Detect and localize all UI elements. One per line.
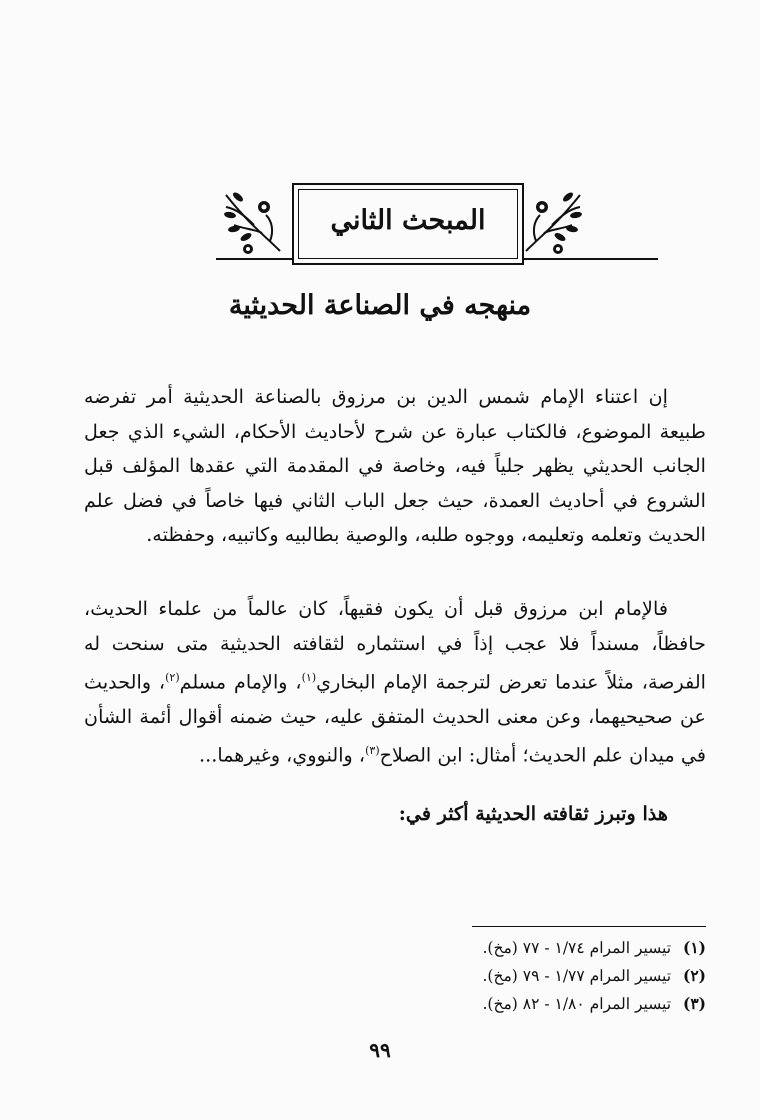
section-label-frame [292,183,524,265]
footnote-1 [300,934,706,962]
footnote-text: تيسير المرام ١/٨٠ - ٨٢ (مخ). [482,995,672,1013]
footnote-3 [300,990,706,1018]
footnote-text: تيسير المرام ١/٧٤ - ٧٧ (مخ). [482,939,672,957]
section-label: المبحث الثاني [330,205,486,236]
paragraph-1 [84,380,706,553]
footnotes [300,934,706,1018]
footnote-ref-1[interactable]: (١) [301,671,317,684]
paragraph-3 [84,797,706,832]
page-title: منهجه في الصناعة الحديثية [228,290,532,321]
paragraph-2 [84,592,706,773]
paragraph-1-text: إن اعتناء الإمام شمس الدين بن مرزوق بالصناعة الحديثية أمر تفرضه طبيعة الموضوع، فالكتاب عبارة عن شرح لأحاديث الأحكام، الشيء الذي جعل الجانب الحديثي يظهر جلياً فيه، وخاصة في المقدمة التي عقدها المؤلف قبل الشروع في أحاديث العمدة، حيث جعل الباب الثاني فيها خاصاً في فضل علم الحديث وتعلمه وتعليمه، ووجوه طلبه، والوصية بطالبيه وكاتبيه، وحفظته. [84,385,706,546]
paragraph-2-text: ، والإمام مسلم [179,670,302,694]
paragraph-2-text: ، والنووي، وغيرهما... [199,743,366,767]
footnote-ref-3[interactable]: (٣) [365,744,380,758]
paragraph-3-text: هذا وتبرز ثقافته الحديثية أكثر في: [398,802,668,825]
footnote-ref-2[interactable]: (٢) [165,671,180,684]
paragraph-2-text: ، والحديث عن صحيحيهما، وعن معنى الحديث المتفق عليه، حيث ضمنه أقوال أئمة الشأن في ميدان علم الحديث؛ أمثال: ابن الصلاح [84,670,706,767]
footnote-2 [300,962,706,990]
floral-ornament-icon [222,185,284,255]
footnote-text: تيسير المرام ١/٧٧ - ٧٩ (مخ). [482,967,672,985]
footnote-number: (١) [682,938,706,957]
footnote-divider [472,926,706,927]
footnote-number: (٣) [682,994,706,1013]
footnote-number: (٢) [682,966,706,985]
floral-ornament-icon [522,185,584,255]
paragraph-2-text: فالإمام ابن مرزوق قبل أن يكون فقيهاً، كان عالماً من علماء الحديث، حافظاً، مسنداً فلا عجب إذاً في استثماره لثقافته الحديثية متى سنحت له الفرصة، مثلاً عندما تعرض لترجمة الإمام البخاري [84,597,706,694]
page-number: ٩٩ [369,1038,391,1062]
